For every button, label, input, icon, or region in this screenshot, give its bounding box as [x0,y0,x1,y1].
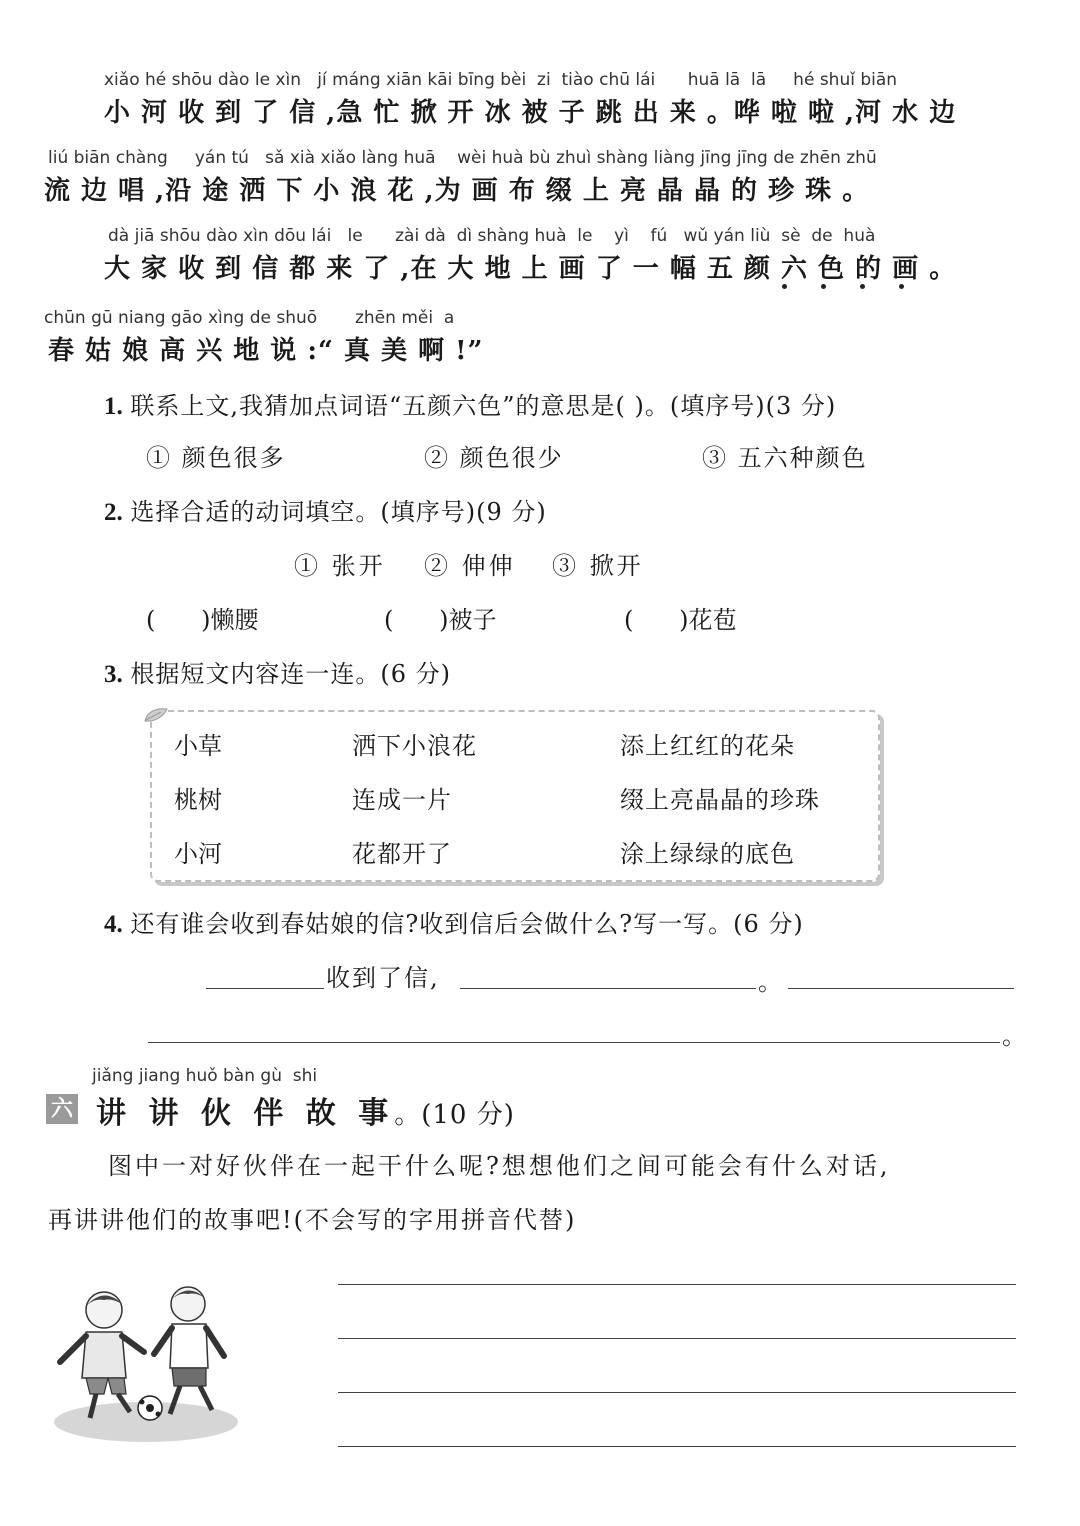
pinyin-line-4: chūn gū niang gāo xìng de shuō zhēn měi a [44,308,455,328]
q2-blank-3[interactable]: ( )花苞 [624,606,737,634]
emphasis-dot [821,284,826,289]
writing-line-3[interactable] [338,1392,1016,1393]
two-boys-soccer-illustration [46,1282,242,1446]
section-title [96,1088,515,1132]
match-mid-2[interactable]: 连成一片 [352,786,452,814]
question-4 [104,904,804,939]
question-number: 3. [104,661,123,688]
match-left-3[interactable]: 小河 [174,840,222,868]
writing-line-2[interactable] [338,1338,1016,1339]
q4-blank-action[interactable] [460,988,756,989]
writing-line-4[interactable] [338,1446,1016,1447]
section6-pinyin: jiǎng jiang huǒ bàn gù shi [92,1066,318,1086]
q2-option-1: ① 张开 [294,552,386,580]
q2-option-2: ② 伸伸 [424,552,516,580]
text-line-3: 大 家 收 到 信 都 来 了 ,在 大 地 上 画 了 一 幅 五 颜 六 色 的 画 。 [104,254,957,284]
match-left-2[interactable]: 桃树 [174,786,222,814]
question-number: 4. [104,911,123,938]
pinyin-line-2: liú biān chàng yán tú sǎ xià xiǎo làng huā wèi huà bù zhuì shàng liàng jīng jīng de zhēn zhū [48,148,877,168]
q4-blank-extra[interactable] [788,988,1014,989]
question-number: 2. [104,499,123,526]
pinyin-line-1: xiǎo hé shōu dào le xìn jí máng xiān kāi bīng bèi zi tiào chū lái huā lā lā hé shuǐ biān [104,70,898,90]
q4-blank-who[interactable] [206,988,324,989]
text-line-4: 春 姑 娘 高 兴 地 说 :“ 真 美 啊 !” [48,336,484,366]
q4-fill-text: 收到了信, [326,964,440,992]
question-text: 选择合适的动词填空。(填序号)(9 分) [130,498,547,526]
section-badge: 六 [46,1094,78,1124]
match-right-2[interactable]: 缀上亮晶晶的珍珠 [620,786,820,814]
match-mid-1[interactable]: 洒下小浪花 [352,732,477,760]
leaf-icon [143,707,169,723]
q2-option-3: ③ 掀开 [552,552,644,580]
q4-blank-line-2[interactable] [148,1042,1000,1043]
section6-paragraph-2: 再讲讲他们的故事吧!(不会写的字用拼音代替) [48,1206,577,1234]
question-3 [104,654,451,689]
emphasis-dot [782,284,787,289]
question-2 [104,492,547,527]
question-text: 根据短文内容连一连。(6 分) [130,660,452,688]
section-score: 。(10 分) [394,1100,515,1130]
emphasis-dot [899,284,904,289]
match-left-1[interactable]: 小草 [174,732,222,760]
q2-blank-2[interactable]: ( )被子 [384,606,497,634]
section6-paragraph-1: 图中一对好伙伴在一起干什么呢?想想他们之间可能会有什么对话, [108,1152,891,1180]
q1-option-2: ② 颜色很少 [424,444,564,472]
q4-period-1: 。 [758,968,782,996]
section-title-text: 讲 讲 伙 伴 故 事 [96,1096,395,1131]
q1-option-3: ③ 五六种颜色 [702,444,868,472]
emphasis-dot [860,284,865,289]
question-text: 联系上文,我猜加点词语“五颜六色”的意思是( )。(填序号)(3 分) [130,392,837,420]
text-line-1: 小 河 收 到 了 信 ,急 忙 掀 开 冰 被 子 跳 出 来 。哗 啦 啦 ,河 水 边 [104,98,957,128]
q2-blank-1[interactable]: ( )懒腰 [146,606,259,634]
match-right-3[interactable]: 涂上绿绿的底色 [620,840,795,868]
writing-line-1[interactable] [338,1284,1016,1285]
text-line-2: 流 边 唱 ,沿 途 洒 下 小 浪 花 ,为 画 布 缀 上 亮 晶 晶 的 珍 珠 。 [44,176,870,206]
pinyin-line-3: dà jiā shōu dào xìn dōu lái le zài dà dì shàng huà le yì fú wǔ yán liù sè de huà [108,226,876,246]
question-number: 1. [104,393,123,420]
match-right-1[interactable]: 添上红红的花朵 [620,732,795,760]
match-mid-3[interactable]: 花都开了 [352,840,452,868]
question-1 [104,386,836,421]
question-text: 还有谁会收到春姑娘的信?收到信后会做什么?写一写。(6 分) [130,910,804,938]
q1-option-1: ① 颜色很多 [146,444,286,472]
q4-period-2: 。 [1002,1022,1026,1050]
